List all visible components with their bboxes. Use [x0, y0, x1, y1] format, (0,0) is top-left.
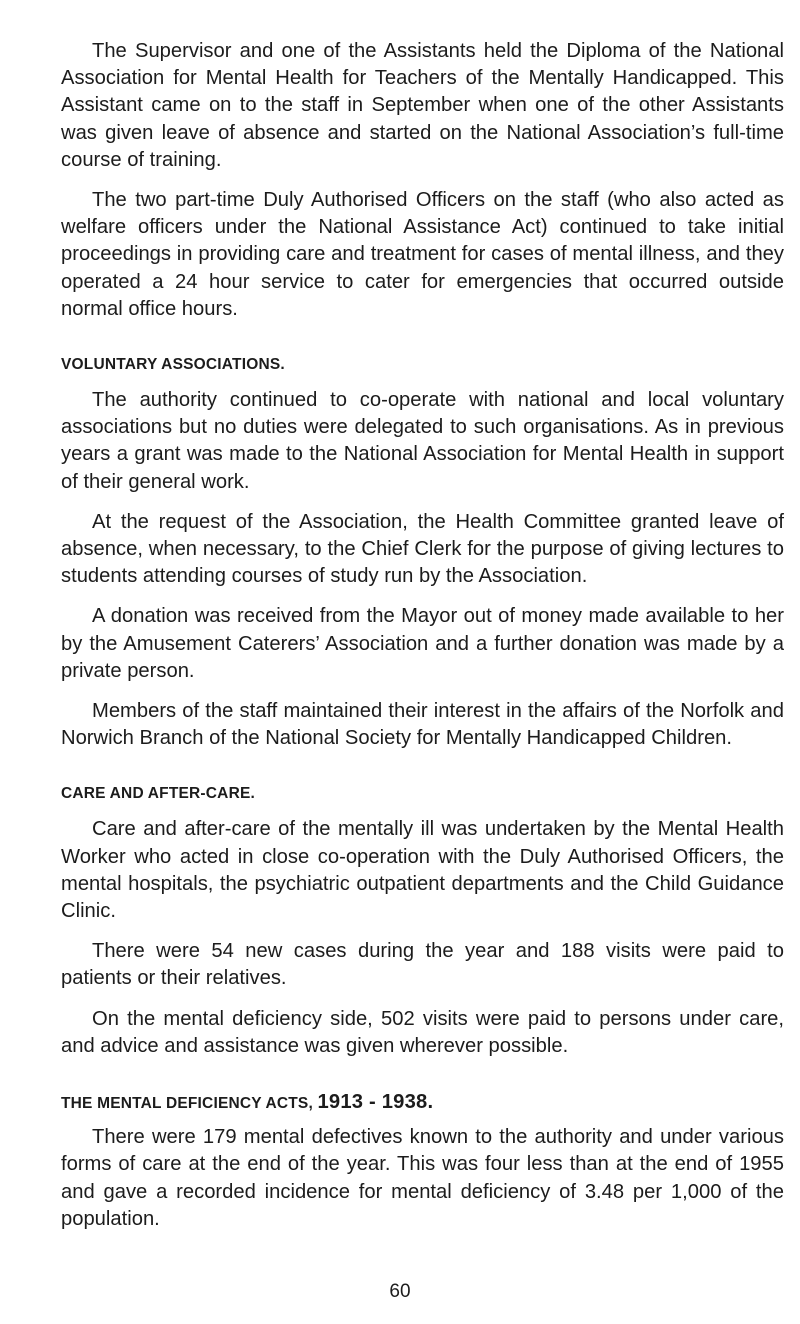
paragraph-mental-deficiency-visits: On the mental deficiency side, 502 visits were paid to persons under care, and advice and assistance was given wherever possible. — [61, 1007, 784, 1057]
paragraph-chief-clerk-leave: At the request of the Association, the Health Committee granted leave of absence, when necessary, to the Chief Clerk for the purpose of giving lectures to students attending courses of study run by the Association. — [61, 510, 784, 588]
paragraph-assistants-diploma: The Supervisor and one of the Assistants held the Diploma of the National Association for Mental Health for Teachers of the Mentally Handicapped. This Assistant came on to the staff in September when one of the other Assistants was given leave of absence and started on the National Association’s full-time course of training. — [61, 40, 784, 171]
paragraph-duly-authorised-officers: The two part-time Duly Authorised Officers on the staff (who also acted as welfare officers under the National Assistance Act) continued to take initial proceedings in providing care and treatment for cases of mental illness, and they operated a 24 hour service to cater for emergencies that occurred outside normal office hours. — [61, 189, 784, 320]
paragraph-cooperation: The authority continued to co-operate with national and local voluntary associations but no duties were delegated to such organisations. As in previous years a grant was made to the National Association for Mental Health in support of their general work. — [61, 389, 784, 493]
heading-voluntary-associations: VOLUNTARY ASSOCIATIONS. — [61, 356, 285, 374]
heading-mental-deficiency-acts — [61, 1092, 784, 1114]
paragraph-mental-defectives-known: There were 179 mental defectives known to the authority and under various forms of care at the end of the year. This was four less than at the end of 1955 and gave a recorded incidence for mental deficiency of 3.48 per 1,000 of the population. — [61, 1126, 784, 1230]
document-page — [61, 38, 784, 1233]
heading-care-and-after-care: CARE AND AFTER-CARE. — [61, 785, 256, 803]
page-number: 60 — [389, 1281, 411, 1302]
paragraph-new-cases: There were 54 new cases during the year and 188 visits were paid to patients or their relatives. — [61, 940, 784, 990]
paragraph-norfolk-norwich-branch: Members of the staff maintained their interest in the affairs of the Norfolk and Norwich Branch of the National Society for Mentally Handicapped Children. — [61, 700, 784, 750]
heading-acts-text: THE MENTAL DEFICIENCY ACTS, — [61, 1095, 313, 1113]
paragraph-donation: A donation was received from the Mayor out of money made available to her by the Amusement Caterers’ Association and a further donation was made by a private person. — [61, 605, 784, 682]
paragraph-mental-health-worker: Care and after-care of the mentally ill was undertaken by the Mental Health Worker who acted in close co-operation with the Duly Authorised Officers, the mental hospitals, the psychiatric outpatient departments and the Child Guidance Clinic. — [61, 818, 784, 923]
heading-acts-years: 1913 - 1938. — [317, 1091, 434, 1114]
